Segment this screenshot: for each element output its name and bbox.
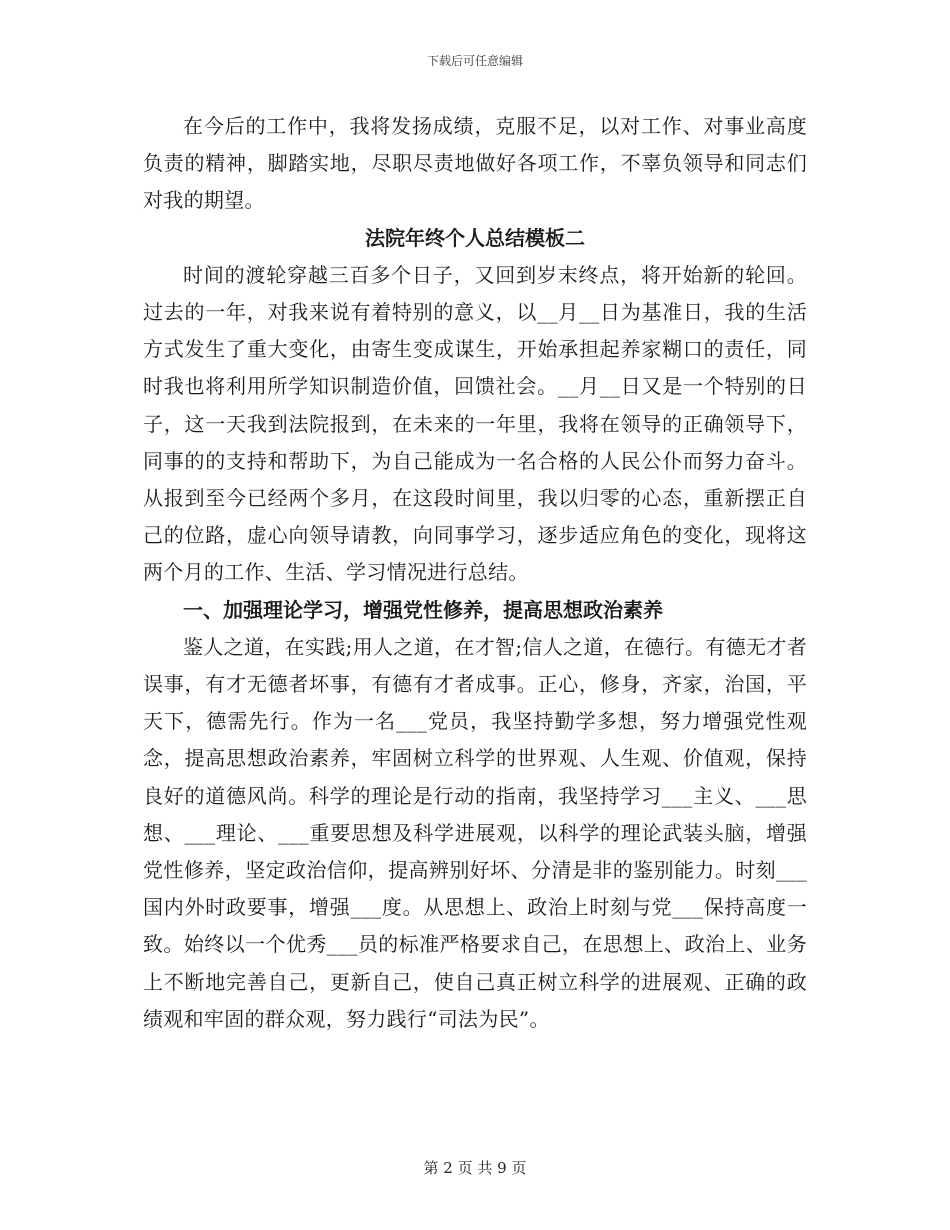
document-title: 法院年终个人总结模板二 [365,225,585,250]
page-number: 第 2 页 共 9 页 [423,1159,527,1177]
document-body [143,108,807,1038]
section-heading: 一、加强理论学习，增强党性修养，提高思想政治素养 [183,597,663,622]
paragraph-intro: 时间的渡轮穿越三百多个日子，又回到岁末终点，将开始新的轮回。过去的一年，对我来说有着特别的意义，以__月__日为基准日，我的生活方式发生了重大变化，由寄生变成谋生，开始承担起养家糊口的责任，同时我也将利用所学知识制造价值，回馈社会。__月__日又是一个特别的日子，这一天我到法院报到，在未来的一年里，我将在领导的正确领导下，同事的的支持和帮助下，为自己能成为一名合格的人民公仆而努力奋斗。从报到至今已经两个多月，在这段时间里，我以归零的心态，重新摆正自己的位路，虚心向领导请教，向同事学习，逐步适应角色的变化，现将这两个月的工作、生活、学习情况进行总结。 [143,262,807,585]
paragraph-closing: 在今后的工作中，我将发扬成绩，克服不足，以对工作、对事业高度负责的精神，脚踏实地，尽职尽责地做好各项工作，不辜负领导和同志们对我的期望。 [143,114,807,213]
paragraph-theory-study: 鉴人之道，在实践;用人之道，在才智;信人之道，在德行。有德无才者误事，有才无德者坏事，有德有才者成事。正心，修身，齐家，治国，平天下，德需先行。作为一名___党员，我坚持勤学多想，努力增强党性观念，提高思想政治素养，牢固树立科学的世界观、人生观、价值观，保持良好的道德风尚。科学的理论是行动的指南，我坚持学习___主义、___思想、___理论、___重要思想及科学进展观，以科学的理论武装头脑，增强党性修养，坚定政治信仰，提高辨别好坏、分清是非的鉴别能力。时刻___国内外时政要事，增强___度。从思想上、政治上时刻与党___保持高度一致。始终以一个优秀___员的标准严格要求自己，在思想上、政治上、业务上不断地完善自己，更新自己，使自己真正树立科学的进展观、正确的政绩观和牢固的群众观，努力践行“司法为民”。 [143,634,807,1031]
page-header: 下载后可任意编辑 [426,54,523,68]
